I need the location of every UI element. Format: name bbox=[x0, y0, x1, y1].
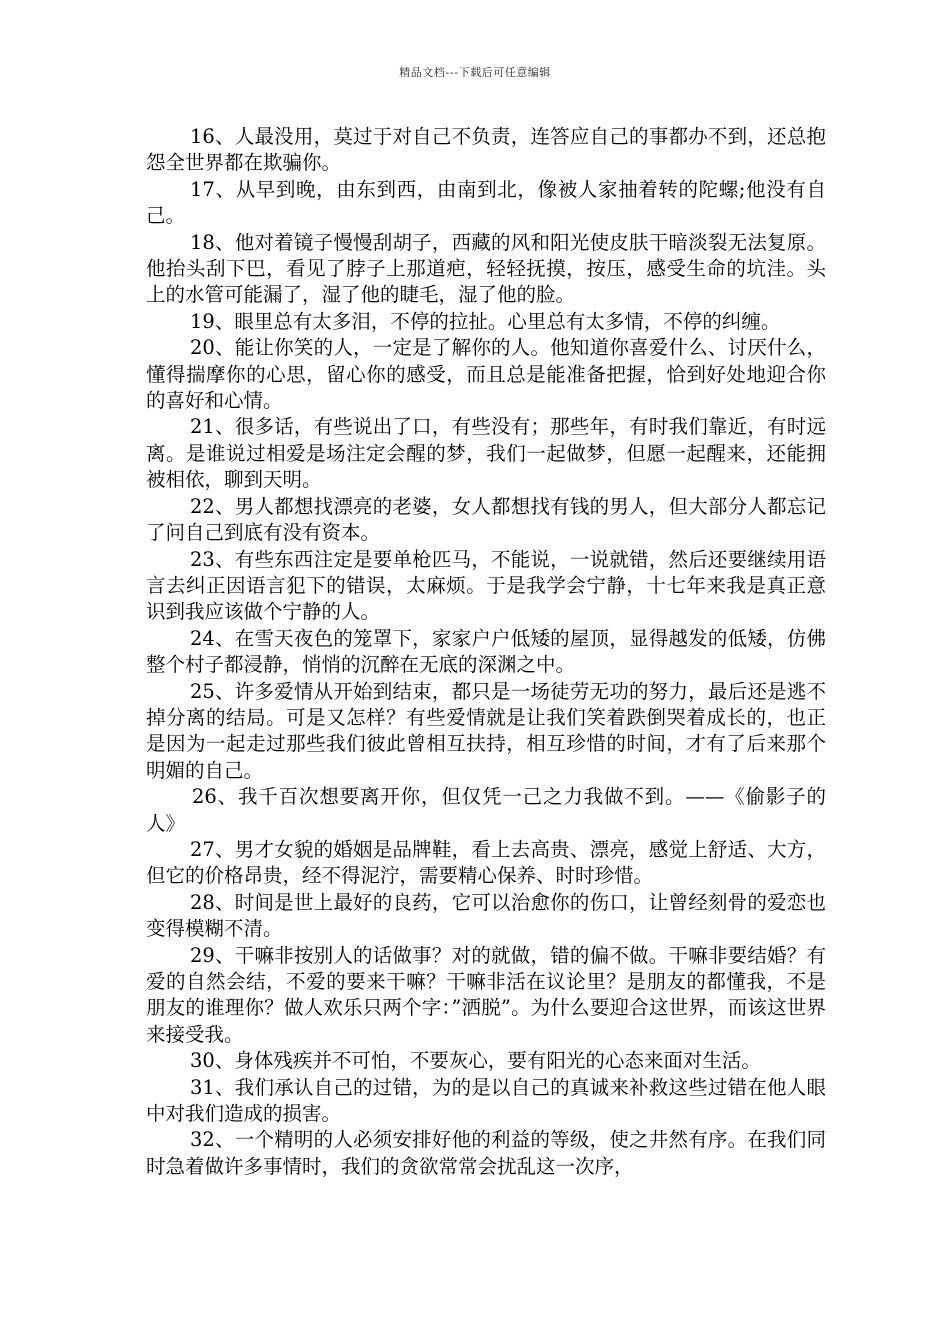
page-header: 精品文档---下载后可任意编辑 bbox=[399, 66, 551, 79]
paragraph-23: 23、有些东西注定是要单枪匹马，不能说，一说就错，然后还要继续用语言去纠正因语言犯下的错误，太麻烦。于是我学会宁静，十七年来我是真正意识到我应该做个宁静的人。 bbox=[146, 547, 826, 624]
paragraph-22: 22、男人都想找漂亮的老婆，女人都想找有钱的男人，但大部分人都忘记了问自己到底有没有资本。 bbox=[146, 494, 826, 545]
paragraph-27: 27、男才女貌的婚姻是品牌鞋，看上去高贵、漂亮，感觉上舒适、大方，但它的价格昂贵，经不得泥泞，需要精心保养、时时珍惜。 bbox=[146, 837, 826, 888]
paragraph-30: 30、身体残疾并不可怕，不要灰心，要有阳光的心态来面对生活。 bbox=[190, 1049, 761, 1073]
paragraph-31: 31、我们承认自己的过错，为的是以自己的真诚来补救这些过错在他人眼中对我们造成的损害。 bbox=[146, 1075, 826, 1126]
paragraph-28: 28、时间是世上最好的良药，它可以治愈你的伤口，让曾经刻骨的爱恋也变得模糊不清。 bbox=[146, 890, 826, 941]
paragraph-19: 19、眼里总有太多泪，不停的拉扯。心里总有太多情，不停的纠缠。 bbox=[190, 309, 781, 333]
paragraph-25: 25、许多爱情从开始到结束，都只是一场徒劳无功的努力，最后还是逃不掉分离的结局。可是又怎样？有些爱情就是让我们笑着跌倒哭着成长的，也正是因为一起走过那些我们彼此曾相互扶持，相互珍惜的时间，才有了后来那个明媚的自己。 bbox=[146, 679, 826, 782]
paragraph-32: 32、一个精明的人必须安排好他的利益的等级，使之井然有序。在我们同时急着做许多事情时，我们的贪欲常常会扰乱这一次序， bbox=[146, 1128, 826, 1178]
paragraph-26: 26、我千百次想要离开你，但仅凭一己之力我做不到。——《偷影子的人》 bbox=[146, 785, 826, 835]
paragraph-24: 24、在雪天夜色的笼罩下，家家户户低矮的屋顶，显得越发的低矮，仿佛整个村子都浸静，悄悄的沉醉在无底的深渊之中。 bbox=[146, 626, 826, 677]
paragraph-16: 16、人最没用，莫过于对自己不负责，连答应自己的事都办不到，还总抱怨全世界都在欺骗你。 bbox=[146, 125, 826, 175]
paragraph-29: 29、干嘛非按别人的话做事？对的就做，错的偏不做。干嘛非要结婚？有爱的自然会结，不爱的要来干嘛？干嘛非活在议论里？是朋友的都懂我，不是朋友的谁理你？做人欢乐只两个字：”洒脱”。为什么要迎合这世界，而该这世界来接受我。 bbox=[146, 943, 826, 1046]
paragraph-17: 17、从早到晚，由东到西，由南到北，像被人家抽着转的陀螺;他没有自己。 bbox=[146, 177, 826, 228]
document-body bbox=[146, 124, 826, 1180]
paragraph-18: 18、他对着镜子慢慢刮胡子，西藏的风和阳光使皮肤干暗淡裂无法复原。他抬头刮下巴，看见了脖子上那道疤，轻轻抚摸，按压，感受生命的坑洼。头上的水管可能漏了，湿了他的睫毛，湿了他的脸。 bbox=[146, 230, 826, 307]
paragraph-20: 20、能让你笑的人，一定是了解你的人。他知道你喜爱什么、讨厌什么，懂得揣摩你的心思，留心你的感受，而且总是能准备把握，恰到好处地迎合你的喜好和心情。 bbox=[146, 336, 826, 413]
paragraph-21: 21、很多话，有些说出了口，有些没有；那些年，有时我们靠近，有时远离。是谁说过相爱是场注定会醒的梦，我们一起做梦，但愿一起醒来，还能拥被相依，聊到天明。 bbox=[146, 415, 826, 492]
